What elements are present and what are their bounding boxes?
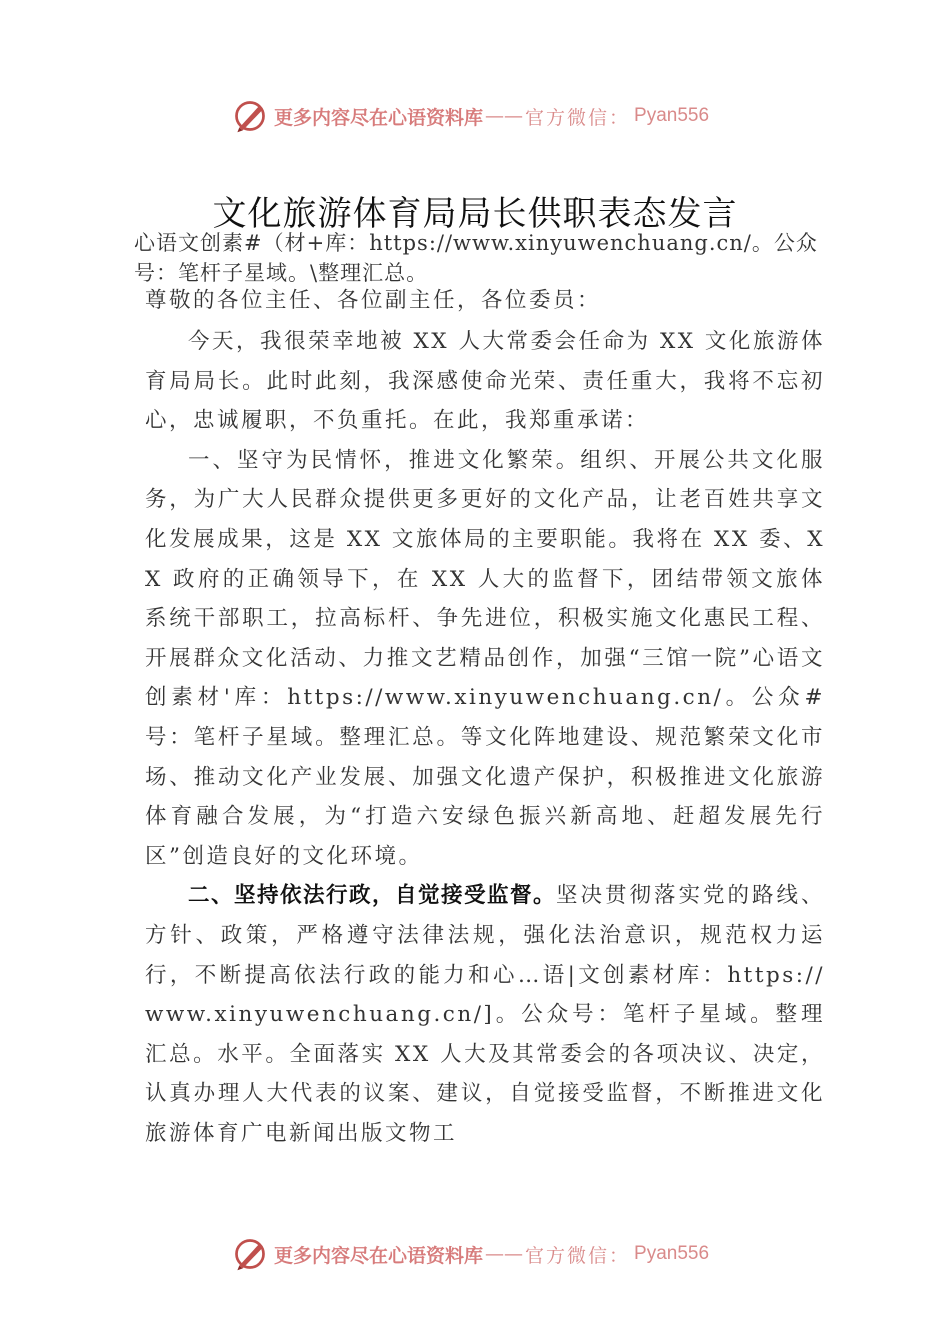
watermark-separator: —— — [485, 105, 524, 127]
paragraph-intro: 今天，我很荣幸地被 XX 人大常委会任命为 XX 文化旅游体育局局长。此时此刻，我深感使命光荣、责任重大，我将不忘初心，忠诚履职，不负重托。在此，我郑重承诺： — [145, 329, 825, 434]
section-two-body: 坚决贯彻落实党的路线、方针、政策，严格遵守法律法规，强化法治意识，规范权力运行，不断提高依法行政的能力和心…语|文创素材库：https://www.xinyuwenchuang.cn/]。公众号：笔杆子星域。整理汇总。水平。全面落实 XX 人大及其常委会的各项决议、决定，认真办理人大代表的议案、建议，自觉接受监督，不断推进文化旅游体育广电新闻出版文物工 — [145, 883, 825, 1146]
header-watermark — [232, 96, 752, 136]
watermark-brand: 更多内容尽在心语资料库 — [274, 106, 484, 129]
paragraph-section-two — [145, 876, 825, 1153]
document-title: 文化旅游体育局局长供职表态发言 — [212, 194, 738, 234]
pen-logo-icon — [232, 98, 268, 134]
source-note: 心语文创素#（材+库：https://www.xinyuwenchuang.cn/。公众号：笔杆子星域。\整理汇总。 — [134, 231, 818, 285]
watermark-wechat-id: Pyan556 — [634, 1243, 710, 1264]
watermark-brand: 更多内容尽在心语资料库 — [274, 1244, 484, 1267]
watermark-separator: —— — [485, 1243, 524, 1265]
watermark-label: 官方微信： — [525, 106, 631, 129]
section-two-heading: 二、坚持依法行政，自觉接受监督。 — [188, 883, 556, 909]
footer-watermark — [232, 1234, 752, 1274]
paragraph-section-one: 一、坚守为民情怀，推进文化繁荣。组织、开展公共文化服务，为广大人民群众提供更多更好的文化产品，让老百姓共享文化发展成果，这是 XX 文旅体局的主要职能。我将在 XX 委、XX 政府的正确领导下，在 XX 人大的监督下，团结带领文旅体系统干部职工，拉高标杆、争先进位，积极实施文化惠民工程、开展群众文化活动、力推文艺精品创作，加强“三馆一院”心语文创素材'库：https://www.xinyuwenchuang.cn/。公众#号：笔杆子星域。整理汇总。等文化阵地建设、规范繁荣文化市场、推动文化产业发展、加强文化遗产保护，积极推进文化旅游体育融合发展，为“打造六安绿色振兴新高地、赶超发展先行区”创造良好的文化环境。 — [145, 447, 825, 869]
pen-logo-icon — [232, 1236, 268, 1272]
body-content — [145, 322, 825, 1153]
watermark-label: 官方微信： — [525, 1244, 631, 1267]
watermark-wechat-id: Pyan556 — [634, 105, 710, 126]
salutation: 尊敬的各位主任、各位副主任，各位委员： — [145, 288, 602, 313]
